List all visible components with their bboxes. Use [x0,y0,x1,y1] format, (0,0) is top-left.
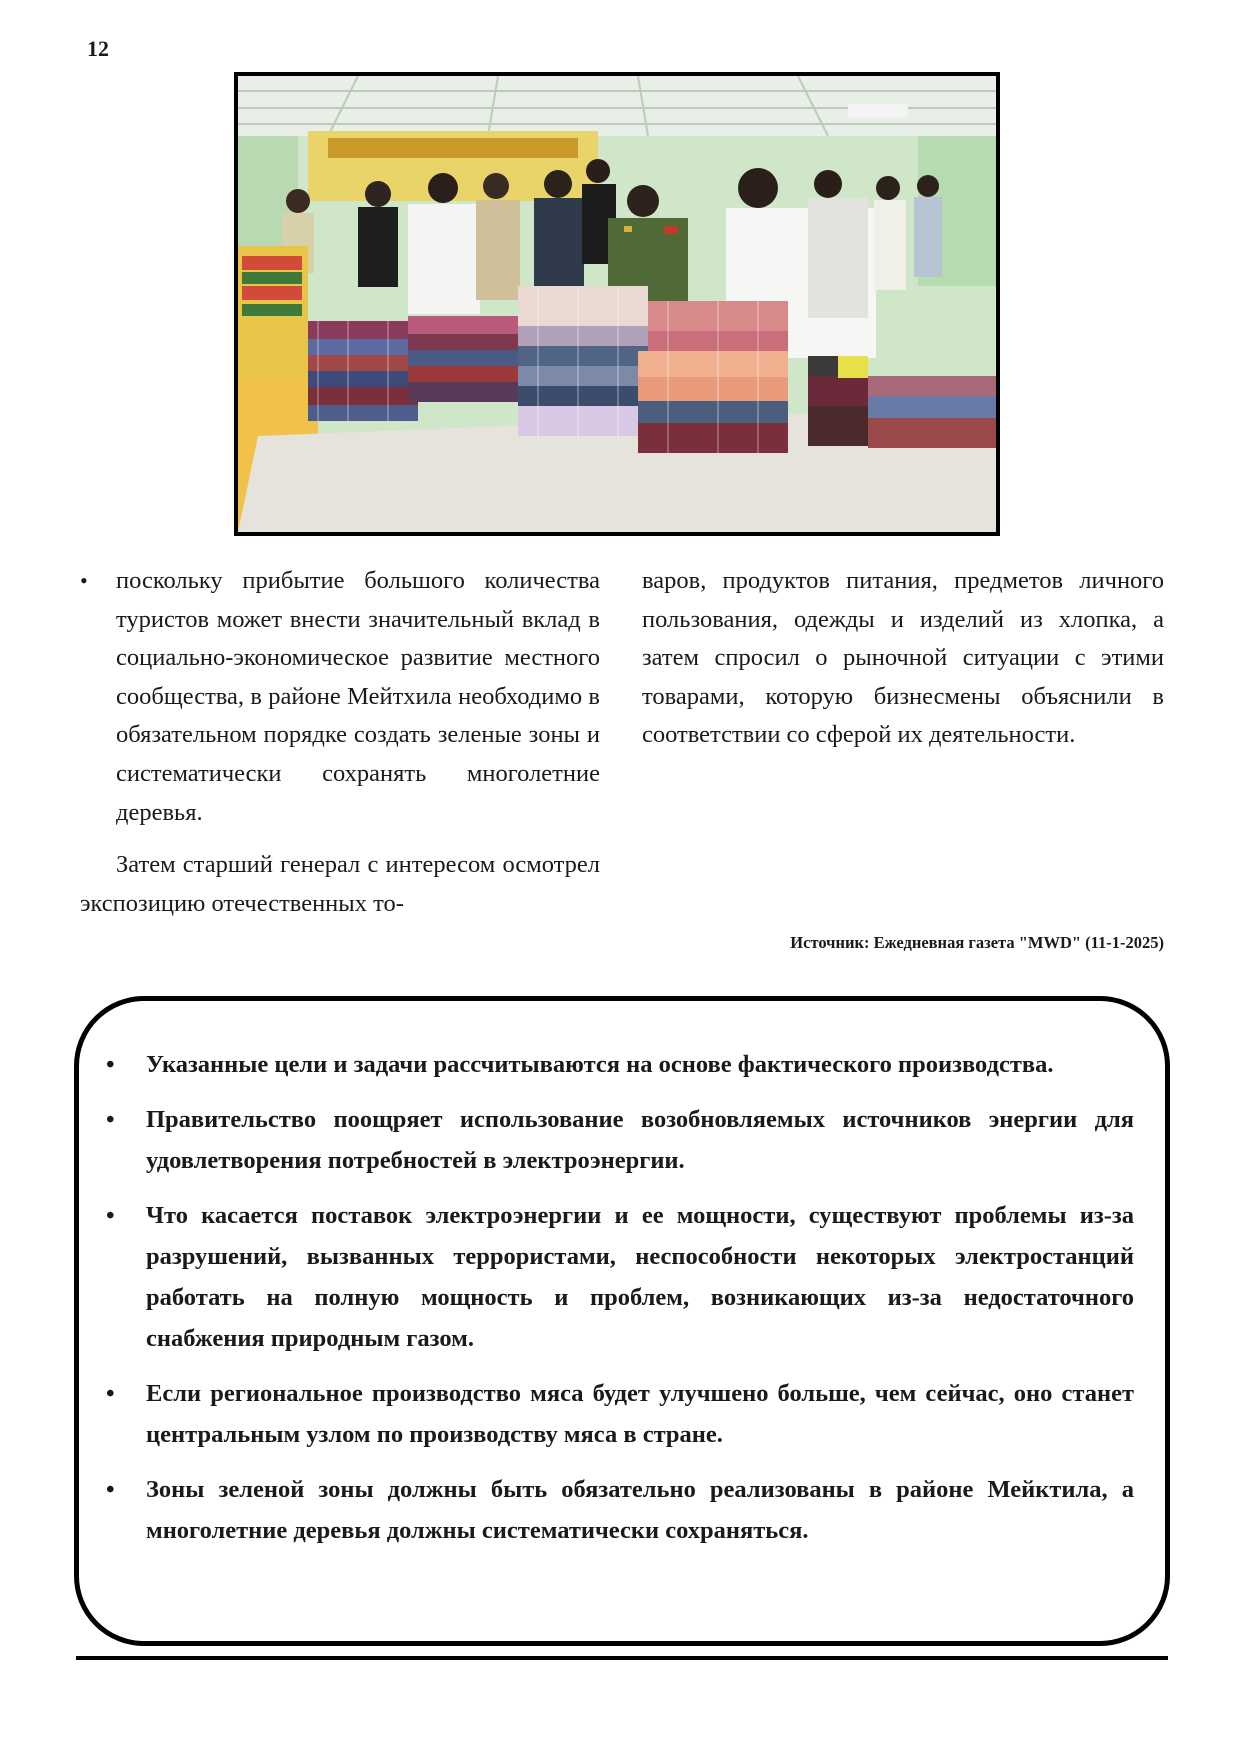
bullet-icon: • [106,1106,115,1133]
summary-item [100,1373,1134,1455]
news-photo [234,72,1000,536]
summary-item [100,1044,1134,1085]
bullet-icon: • [106,1051,115,1078]
bottom-divider [76,1656,1168,1660]
article-paragraph-left: Затем старший генерал с интересом осмотрел экспозицию отечественных то- [80,851,600,917]
article-paragraph-right: варов, продуктов питания, предметов личного пользования, одежды и изделий из хлопка, а затем спросил о рыночной ситуации с этими товарами, которую бизнесмены объяснили в соответствии со сферой их деятельности. [642,567,1164,749]
summary-item-text: Что касается поставок электроэнергии и ее мощности, существуют проблемы из-за разрушений, вызванных террористами, неспособности некоторых электростанций работать на полную мощность и проблем, возникающих из-за недостаточного снабжения природным газом. [146,1202,1134,1352]
summary-item [100,1099,1134,1181]
article-column-right [642,562,1164,755]
page-number: 12 [87,36,109,61]
summary-item-text: Правительство поощряет использование возобновляемых источников энергии для удовлетворения потребностей в электроэнергии. [146,1106,1134,1174]
bullet-icon: • [106,1380,115,1407]
source-citation: Источник: Ежедневная газета "MWD" (11-1-2025) [790,933,1164,952]
summary-item [100,1195,1134,1359]
photo-exhibition-textiles-icon [238,76,996,532]
bullet-icon: • [80,568,88,593]
article-bullet-text: поскольку прибытие большого количества туристов может внести значительный вклад в социально-экономическое развитие местного сообщества, в районе Мейтхила необходимо в обязательном порядке создать зеленые зоны и систематически сохранять многолетние деревья. [116,567,600,826]
article-column-left [80,562,600,923]
summary-item-text: Если региональное производство мяса будет улучшено больше, чем сейчас, оно станет центральным узлом по производству мяса в стране. [146,1380,1134,1448]
bullet-icon: • [106,1476,115,1503]
summary-item-text: Указанные цели и задачи рассчитываются на основе фактического производства. [146,1051,1054,1078]
summary-list [100,1044,1134,1565]
summary-item-text: Зоны зеленой зоны должны быть обязательно реализованы в районе Мейктила, а многолетние деревья должны систематически сохраняться. [146,1476,1134,1544]
article-bullet-item [80,562,600,832]
summary-item [100,1469,1134,1551]
bullet-icon: • [106,1202,115,1229]
